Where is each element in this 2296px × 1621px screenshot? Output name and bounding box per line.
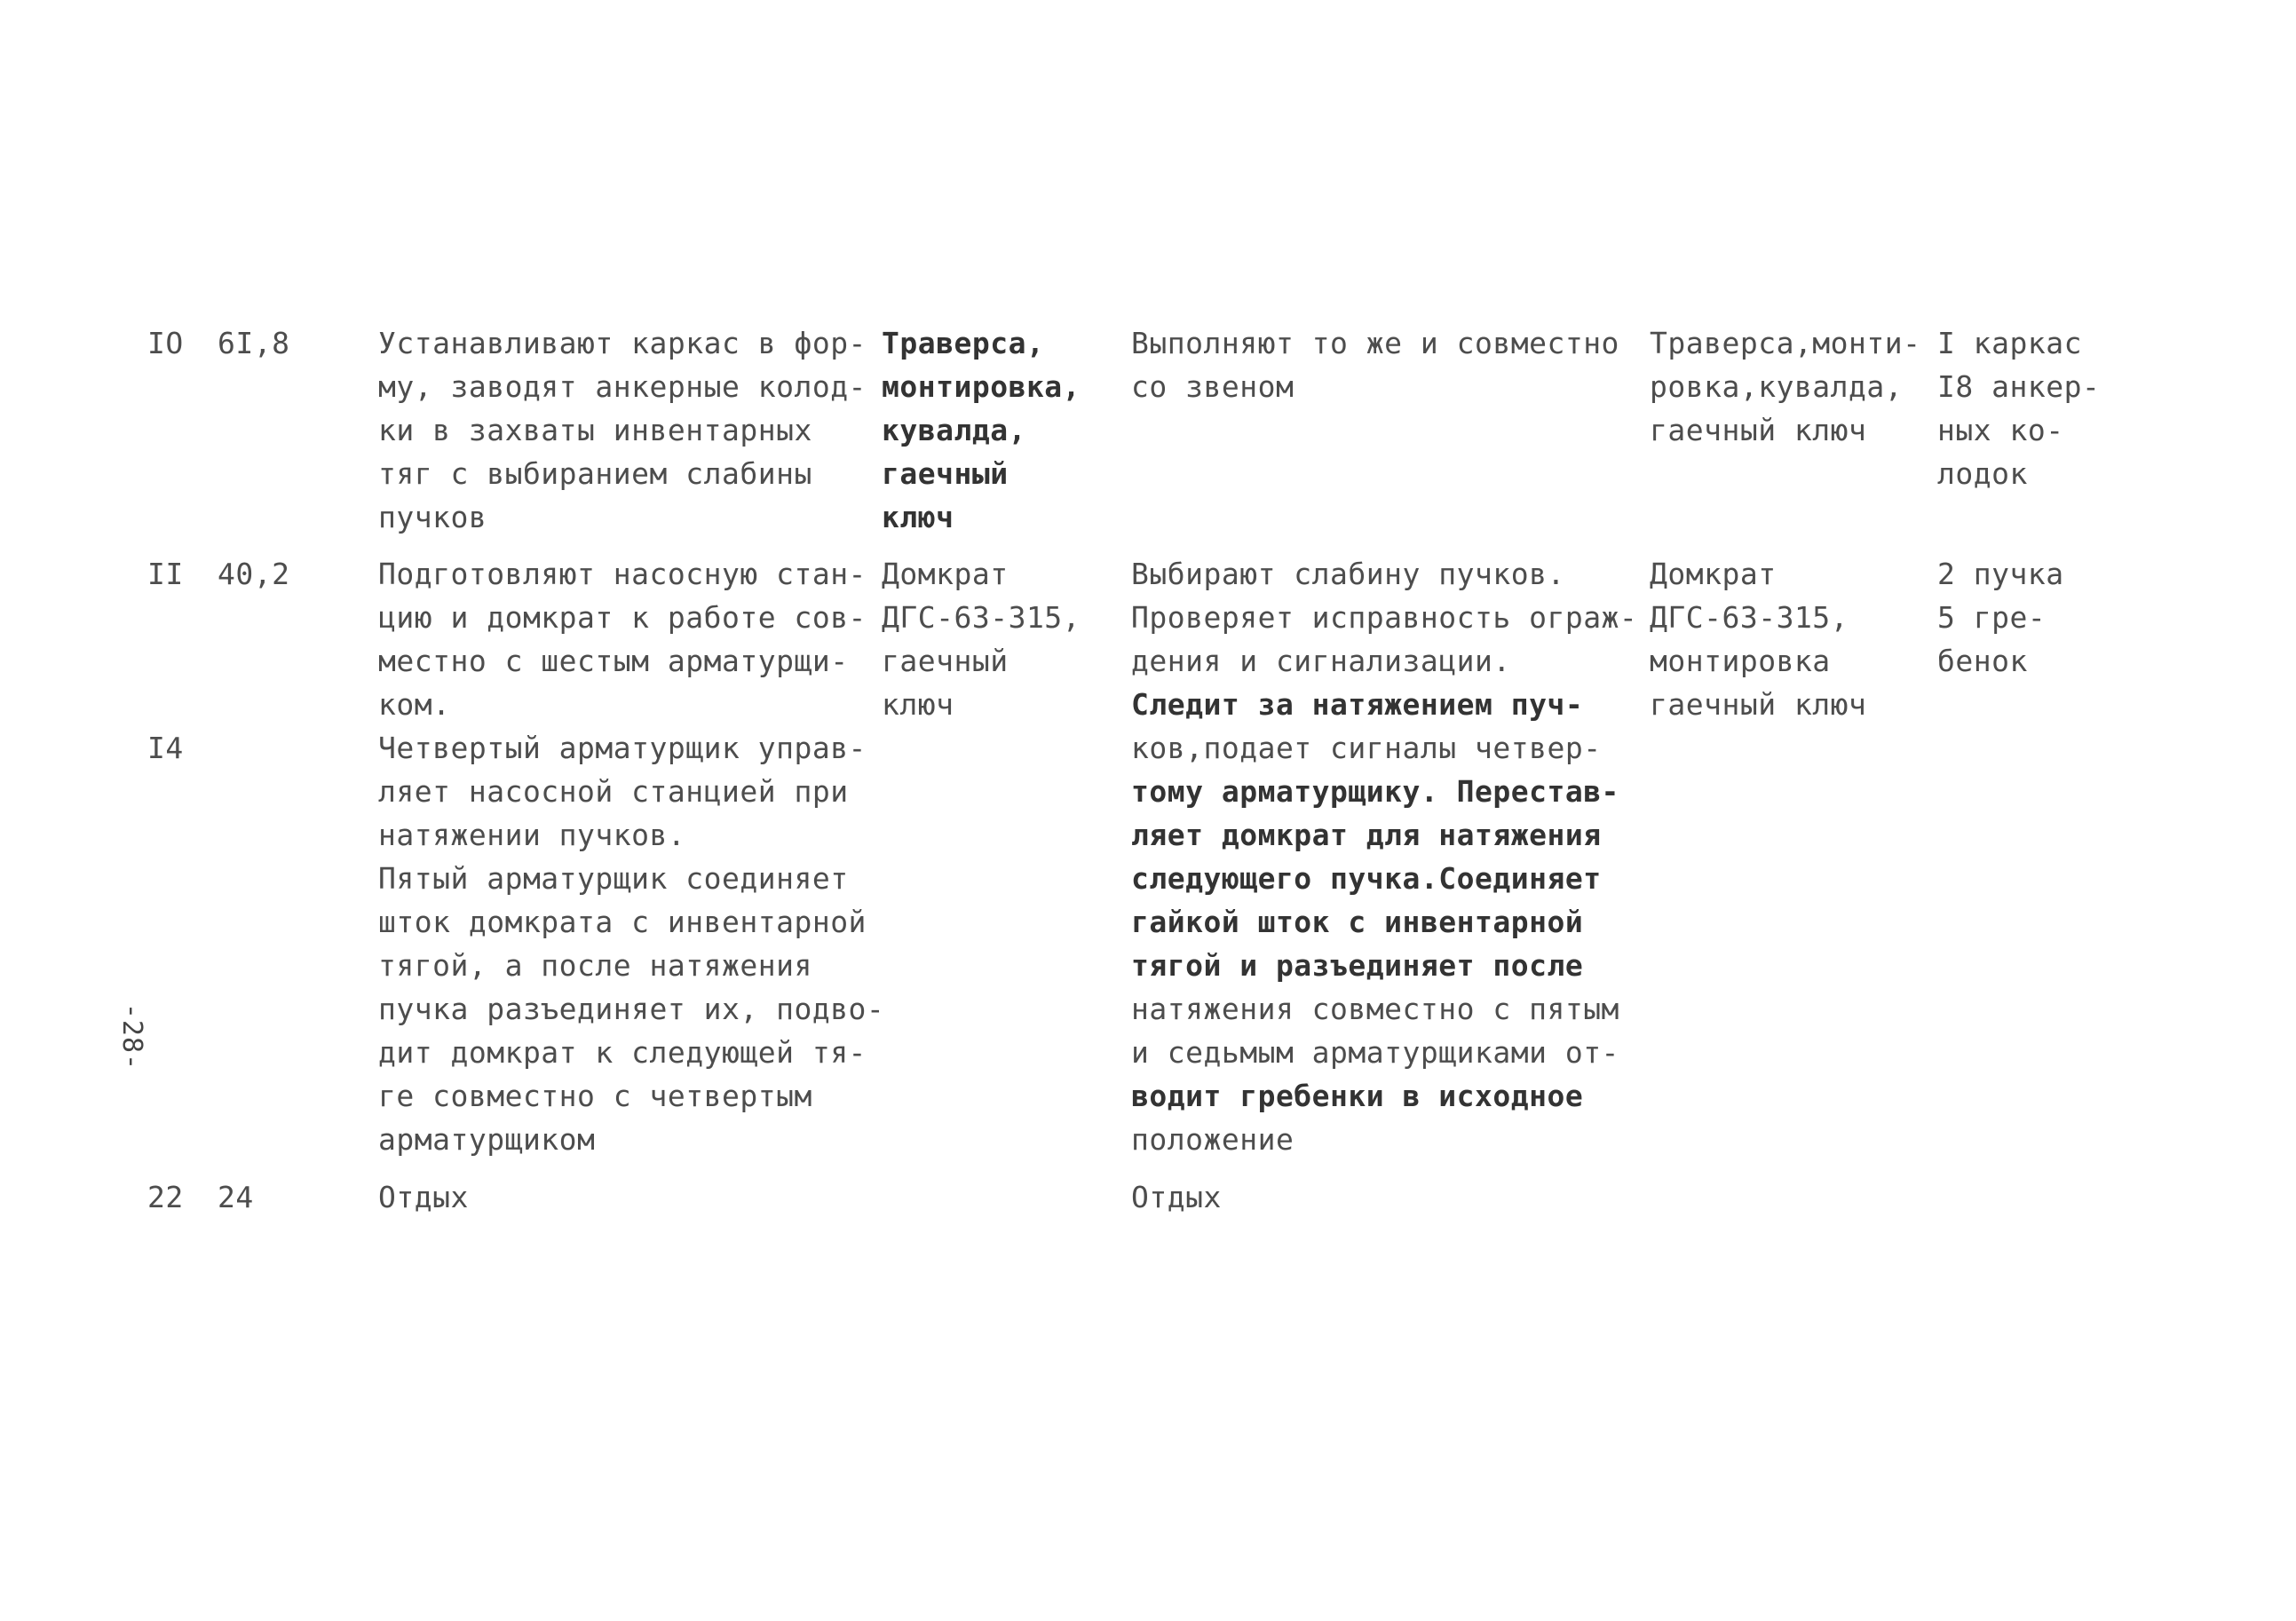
operation-second: Отдых [1131, 1180, 1222, 1214]
tools-main: Траверса, монтировка, кувалда, гаечный ключ [882, 326, 1081, 534]
tools-second: Траверса,монти- ровка,кувалда, гаечный ключ [1650, 326, 1921, 447]
step-time: 6I,8 [218, 326, 290, 360]
operation-second: Выполняют то же и совместно со звеном [1131, 326, 1619, 404]
page-number: -28- [116, 1002, 147, 1071]
step-time: 24 [218, 1180, 254, 1214]
operation-second: Выбирают слабину пучков. Проверяет исправность ограж- дения и сигнализации. Следит за натяжением пуч- ков,подает сигналы четвер- тому арматурщику. Перестав- ляет домкрат для натяжения следующего пучка.Соединяет гайкой шток с инвентарной тягой и разъединяет после натяжения совместно с пятым и седьмым арматурщиками от- водит гребенки в исходное положение [1131, 557, 1638, 1157]
tools-second: Домкрат ДГС-63-315, монтировка гаечный ключ [1650, 557, 1867, 722]
quantity: I каркас I8 анкер- ных ко- лодок [1937, 326, 2101, 491]
step-number: IO [147, 326, 184, 360]
operation-main: Отдых [378, 1180, 469, 1214]
step-time: 40,2 [218, 557, 290, 591]
operation-main: Устанавливают каркас в фор- му, заводят анкерные колод- ки в захваты инвентарных тяг с выбиранием слабины пучков [378, 326, 867, 534]
step-number: I4 [147, 731, 184, 765]
operation-main: Подготовляют насосную стан- цию и домкрат к работе сов- местно с шестым арматурщи- ком. [378, 557, 867, 722]
tools-main: Домкрат ДГС-63-315, гаечный ключ [882, 557, 1081, 722]
operation-main: Четвертый арматурщик управ- ляет насосной станцией при натяжении пучков. Пятый арматурщик соединяет шток домкрата с инвентарной тягой, а после натяжения пучка разъединяет их, подво- дит домкрат к следующей тя- ге совместно с четвертым арматурщиком [378, 731, 885, 1157]
step-number: II [147, 557, 184, 591]
quantity: 2 пучка 5 гре- бенок [1937, 557, 2064, 678]
step-number: 22 [147, 1180, 184, 1214]
